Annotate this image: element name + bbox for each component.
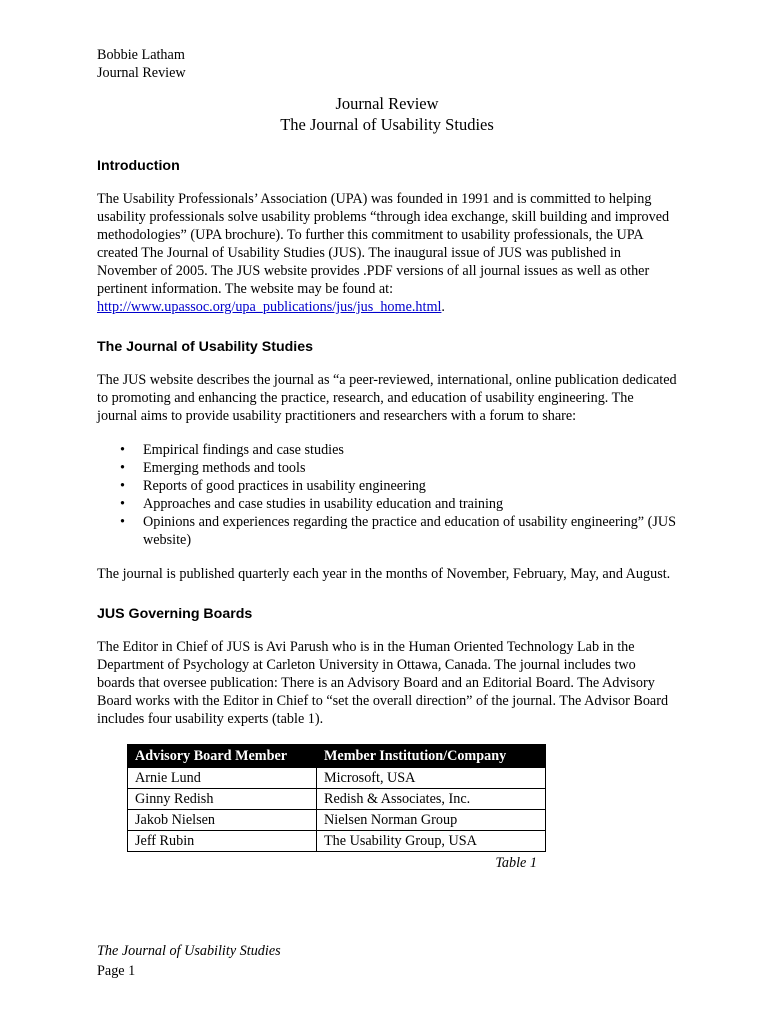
list-item: • Empirical findings and case studies bbox=[143, 441, 677, 459]
header-doc-label: Journal Review bbox=[97, 65, 186, 81]
member-name: Ginny Redish bbox=[128, 789, 317, 810]
list-item: • Reports of good practices in usability engineering bbox=[143, 477, 677, 495]
link-suffix: . bbox=[441, 299, 445, 315]
document-page bbox=[97, 46, 677, 872]
member-name: Jakob Nielsen bbox=[128, 810, 317, 831]
publication-schedule-paragraph: The journal is published quarterly each year in the months of November, February, May, and August. bbox=[97, 566, 671, 582]
intro-paragraph bbox=[97, 190, 677, 316]
column-header-member: Advisory Board Member bbox=[128, 745, 317, 768]
table-caption: Table 1 bbox=[495, 855, 537, 871]
table-header-row bbox=[128, 745, 546, 768]
table-row bbox=[128, 789, 546, 810]
boards-paragraph: The Editor in Chief of JUS is Avi Parush who is in the Human Oriented Technology Lab in the Department of Psychology at Carleton University in Ottawa, Canada. The journal includes two boards that oversee publication: There is an Advisory Board and an Editorial Board. The Advisory Board works with the Editor in Chief to “set the overall direction” of the journal. The Advisor Board includes four usability experts (table 1). bbox=[97, 639, 669, 727]
table-row bbox=[128, 768, 546, 789]
member-name: Jeff Rubin bbox=[128, 831, 317, 852]
member-institution: The Usability Group, USA bbox=[317, 831, 546, 852]
page-footer bbox=[97, 941, 281, 981]
list-item: • Emerging methods and tools bbox=[143, 459, 677, 477]
document-title bbox=[97, 93, 677, 135]
member-institution: Microsoft, USA bbox=[317, 768, 546, 789]
member-name: Arnie Lund bbox=[128, 768, 317, 789]
advisory-board-table bbox=[127, 744, 546, 852]
footer-journal-name: The Journal of Usability Studies bbox=[97, 943, 281, 959]
forum-topics-list bbox=[97, 441, 677, 549]
heading-boards: JUS Governing Boards bbox=[97, 606, 253, 622]
table-row bbox=[128, 831, 546, 852]
table-row bbox=[128, 810, 546, 831]
list-item: • Opinions and experiences regarding the practice and education of usability engineering” (JUS website) bbox=[143, 513, 677, 549]
member-institution: Nielsen Norman Group bbox=[317, 810, 546, 831]
upa-website-link[interactable]: http://www.upassoc.org/upa_publications/jus/jus_home.html bbox=[97, 299, 442, 315]
list-item: • Approaches and case studies in usability education and training bbox=[143, 495, 677, 513]
column-header-institution: Member Institution/Company bbox=[317, 745, 546, 768]
title-line-2: The Journal of Usability Studies bbox=[280, 115, 494, 134]
title-line-1: Journal Review bbox=[335, 94, 439, 113]
member-institution: Redish & Associates, Inc. bbox=[317, 789, 546, 810]
heading-jus: The Journal of Usability Studies bbox=[97, 339, 313, 355]
header-author: Bobbie Latham bbox=[97, 47, 185, 63]
heading-introduction: Introduction bbox=[97, 158, 180, 174]
footer-page-number: Page 1 bbox=[97, 963, 136, 979]
jus-paragraph: The JUS website describes the journal as “a peer-reviewed, international, online publication dedicated to promoting and enhancing the practice, research, and education of usability engineering. The journal aims to provide usability practitioners and researchers with a forum to share: bbox=[97, 372, 677, 424]
intro-text: The Usability Professionals’ Association (UPA) was founded in 1991 and is committed to helping usability professionals solve usability problems “through idea exchange, skill building and improved methodologies” (UPA brochure). To further this commitment to usability professionals, the UPA created The Journal of Usability Studies (JUS). The inaugural issue of JUS was published in November of 2005. The JUS website provides .PDF versions of all journal issues as well as other pertinent information. The website may be found at: bbox=[97, 191, 670, 297]
